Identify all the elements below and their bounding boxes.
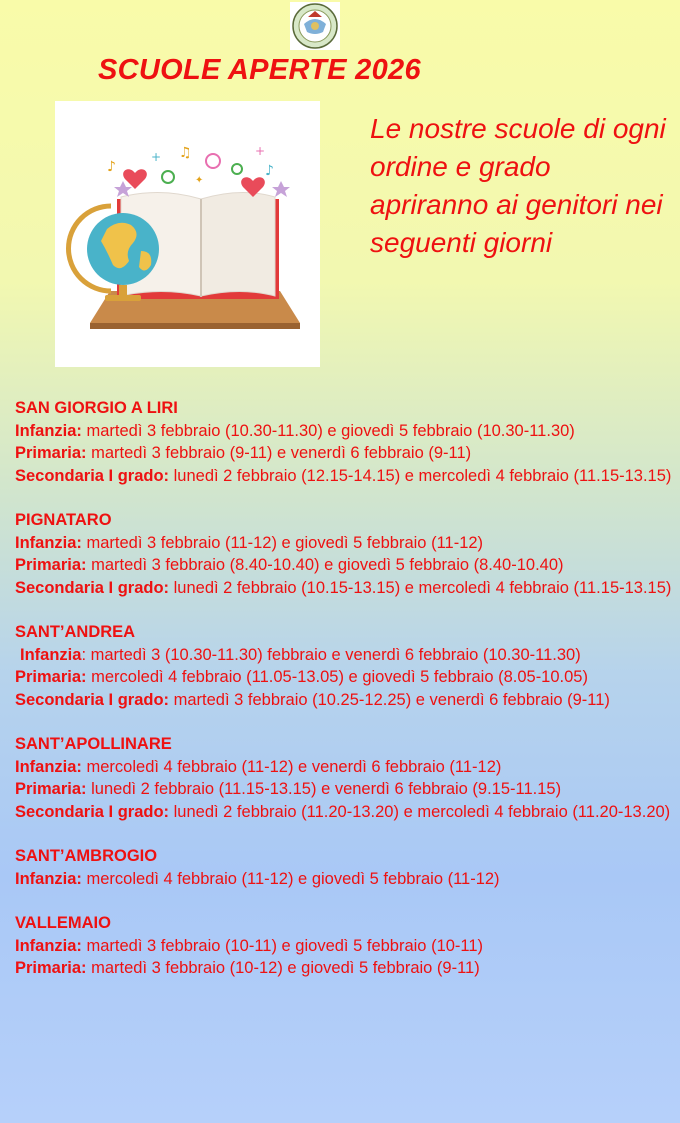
svg-text:♪: ♪ <box>265 163 274 179</box>
schedule-row <box>15 801 675 824</box>
schedule-dates: martedì 3 febbraio (10.25-12.25) e venerdì 6 febbraio (9-11) <box>169 690 610 709</box>
schedule-list <box>15 397 675 1002</box>
school-level: Primaria: <box>15 668 87 686</box>
school-name: SAN GIORGIO A LIRI <box>15 399 178 417</box>
school-level: Infanzia: <box>15 533 82 552</box>
schedule-row <box>15 554 675 577</box>
school-level: Infanzia: <box>15 757 82 776</box>
schedule-dates: martedì 3 febbraio (10.30-11.30) e giovedì 5 febbraio (10.30-11.30) <box>81 421 575 440</box>
school-level: Secondaria I grado: <box>15 802 170 821</box>
school-name: SANT’APOLLINARE <box>15 735 172 753</box>
schedule-dates: lunedì 2 febbraio (10.15-13.15) e mercoledì 4 febbraio (11.15-13.15) <box>169 578 672 597</box>
schedule-dates: martedì 3 febbraio (11-12) e giovedì 5 febbraio (11-12) <box>81 533 484 552</box>
svg-text:✦: ✦ <box>195 175 204 186</box>
schedule-row <box>15 935 675 958</box>
school-logo <box>290 2 340 50</box>
schedule-row <box>15 532 675 555</box>
school-block <box>15 621 675 711</box>
schedule-dates: martedì 3 febbraio (10-12) e giovedì 5 febbraio (9-11) <box>86 959 480 977</box>
school-level: Primaria: <box>15 780 87 798</box>
svg-text:+: + <box>151 150 162 164</box>
page-title: SCUOLE APERTE 2026 <box>98 54 421 86</box>
schedule-dates: martedì 3 febbraio (9-11) e venerdì 6 febbraio (9-11) <box>86 444 472 462</box>
school-level: Infanzia <box>20 645 82 664</box>
schedule-row <box>15 644 675 667</box>
school-name: VALLEMAIO <box>15 914 111 932</box>
school-level: Infanzia: <box>15 421 82 440</box>
school-level: Secondaria I grado: <box>15 690 170 709</box>
school-level: Infanzia: <box>15 869 82 888</box>
school-level: Secondaria I grado: <box>15 578 170 597</box>
school-block <box>15 912 675 980</box>
open-book-with-globe-icon <box>55 101 320 367</box>
school-name: SANT’AMBROGIO <box>15 847 158 865</box>
schedule-dates: mercoledì 4 febbraio (11-12) e giovedì 5 febbraio (11-12) <box>81 869 500 888</box>
school-level: Infanzia: <box>15 936 82 955</box>
school-block <box>15 845 675 890</box>
school-level: Primaria: <box>15 959 87 977</box>
schedule-dates: lunedì 2 febbraio (11.20-13.20) e mercoledì 4 febbraio (11.20-13.20) <box>169 802 671 821</box>
schedule-row <box>15 868 675 891</box>
school-name: SANT’ANDREA <box>15 623 136 641</box>
schedule-dates: : martedì 3 (10.30-11.30) febbraio e venerdì 6 febbraio (10.30-11.30) <box>81 645 581 664</box>
schedule-row <box>15 756 675 779</box>
schedule-row <box>15 577 675 600</box>
school-name: PIGNATARO <box>15 511 112 529</box>
school-block <box>15 733 675 823</box>
schedule-dates: martedì 3 febbraio (10-11) e giovedì 5 febbraio (10-11) <box>81 936 484 955</box>
schedule-dates: mercoledì 4 febbraio (11.05-13.05) e giovedì 5 febbraio (8.05-10.05) <box>86 668 588 686</box>
school-level: Primaria: <box>15 444 87 462</box>
school-level: Secondaria I grado: <box>15 466 170 485</box>
schedule-row <box>15 666 675 689</box>
schedule-row <box>15 957 675 980</box>
schedule-dates: lunedì 2 febbraio (12.15-14.15) e mercoledì 4 febbraio (11.15-13.15) <box>169 466 672 485</box>
schedule-row <box>15 689 675 712</box>
svg-text:+: + <box>255 144 266 158</box>
svg-text:♪: ♪ <box>107 159 116 175</box>
schedule-dates: martedì 3 febbraio (8.40-10.40) e giovedì 5 febbraio (8.40-10.40) <box>86 556 564 574</box>
schedule-dates: lunedì 2 febbraio (11.15-13.15) e venerdì 6 febbraio (9.15-11.15) <box>86 780 562 798</box>
schedule-row <box>15 420 675 443</box>
school-block <box>15 509 675 599</box>
school-block <box>15 397 675 487</box>
intro-text: Le nostre scuole di ogni ordine e grado apriranno ai genitori nei seguenti giorni <box>370 113 666 258</box>
school-level: Primaria: <box>15 556 87 574</box>
schedule-row <box>15 778 675 801</box>
schedule-row <box>15 465 675 488</box>
svg-text:♫: ♫ <box>179 145 192 161</box>
schedule-dates: mercoledì 4 febbraio (11-12) e venerdì 6 febbraio (11-12) <box>81 757 502 776</box>
schedule-row <box>15 442 675 465</box>
